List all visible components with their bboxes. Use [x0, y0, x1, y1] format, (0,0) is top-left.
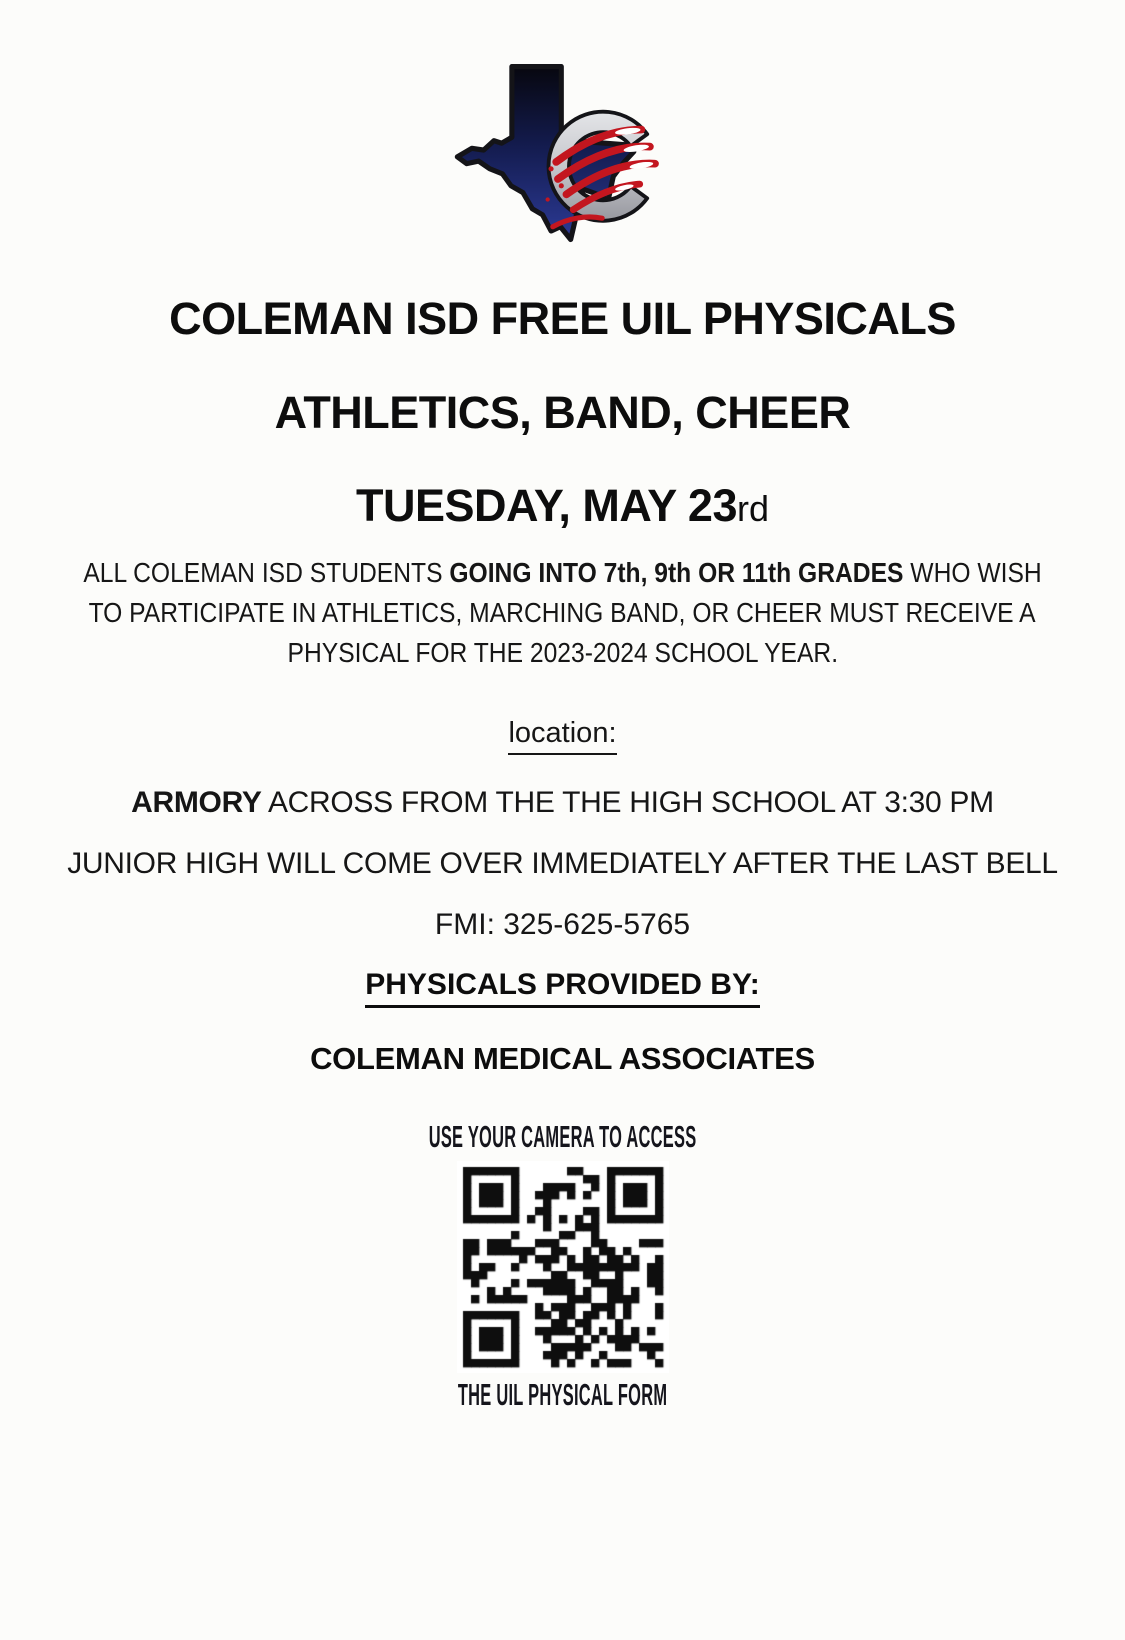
location-label: location:	[508, 717, 616, 755]
eligibility-line-3: PHYSICAL FOR THE 2023-2024 SCHOOL YEAR.	[287, 636, 838, 668]
eligibility-paragraph	[18, 553, 1107, 673]
qr-code	[457, 1161, 669, 1373]
qr-caption-top: USE YOUR CAMERA TO ACCESS	[428, 1118, 697, 1154]
venue-rest: ACROSS FROM THE THE HIGH SCHOOL AT 3:30 PM	[261, 785, 994, 819]
eligibility-line-1-post: WHO WISH	[903, 556, 1042, 588]
qr-caption-bottom: THE UIL PHYSICAL FORM	[457, 1376, 668, 1412]
texas-logo-icon	[413, 58, 713, 254]
provider-name: COLEMAN MEDICAL ASSOCIATES	[310, 1040, 815, 1076]
title-date	[356, 481, 769, 531]
title-main: COLEMAN ISD FREE UIL PHYSICALS	[169, 293, 956, 344]
eligibility-line-1-bold: GOING INTO 7th, 9th OR 11th GRADES	[449, 556, 904, 588]
eligibility-line-1	[18, 553, 1107, 593]
venue-name: ARMORY	[131, 785, 262, 819]
junior-high-line: JUNIOR HIGH WILL COME OVER IMMEDIATELY AFTER THE LAST BELL	[67, 846, 1058, 880]
district-logo	[413, 58, 713, 254]
title-date-main: TUESDAY, MAY 23	[355, 480, 737, 531]
provided-by-heading: PHYSICALS PROVIDED BY:	[365, 968, 760, 1008]
title-date-suffix: rd	[737, 488, 770, 529]
venue-line	[131, 786, 994, 820]
eligibility-line-2: TO PARTICIPATE IN ATHLETICS, MARCHING BAND, OR CHEER MUST RECEIVE A	[89, 596, 1036, 628]
fmi-phone-line: FMI: 325-625-5765	[434, 907, 691, 941]
eligibility-line-1-pre: ALL COLEMAN ISD STUDENTS	[83, 556, 450, 588]
title-activities: ATHLETICS, BAND, CHEER	[274, 386, 851, 438]
